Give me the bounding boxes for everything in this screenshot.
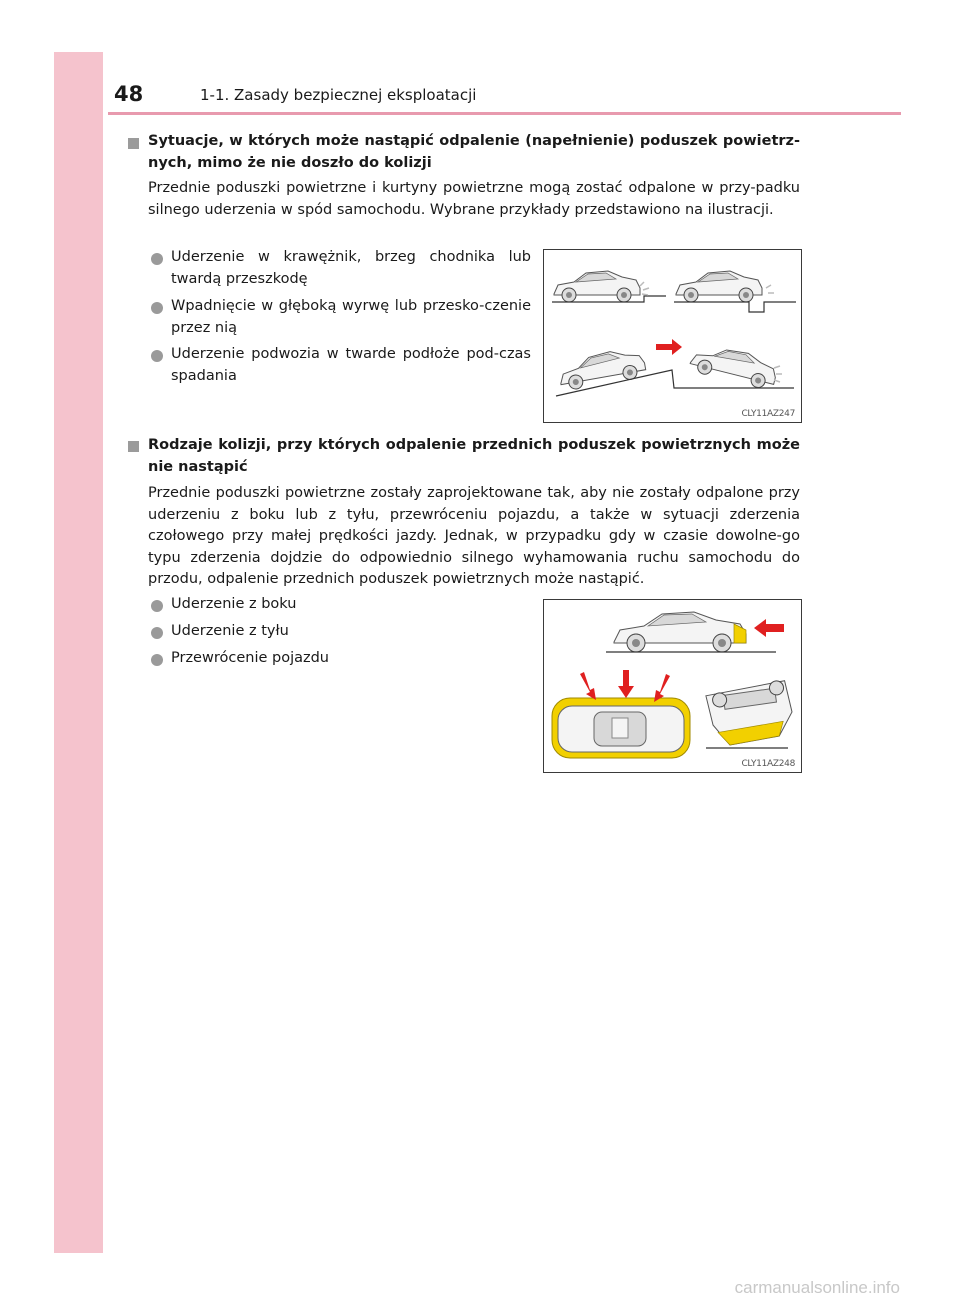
side-impact-car-icon xyxy=(552,698,690,758)
section-2-body: Przednie poduszki powietrzne zostały zaprojektowane tak, aby nie zostały odpalone przy uderzeniu z boku lub z tyłu, przewróceniu pojazdu, a także w sytuacji zderzenia czołowego przy małej prędkości jazdy. Jednak, w przypadku gdy w czasie dowolne-go typu zderzenia dojdzie do odpowiednio silnego wyhamowania ruchu samochodu do przodu, odpalenie przednich poduszek powietrznych może nastąpić. xyxy=(148,485,800,587)
section-1-body: Przednie poduszki powietrzne i kurtyny powietrzne mogą zostać odpalone w przy-padku silnego uderzenia w spód samochodu. Wybrane przykłady przedstawiono na ilustracji. xyxy=(148,180,800,218)
bullet-dot xyxy=(151,302,163,314)
red-arrow-icon xyxy=(580,672,596,700)
section-1-bullet-1: Uderzenie w krawężnik, brzeg chodnika lub twardą przeszkodę xyxy=(171,249,531,287)
section-1-bullet-2: Wpadnięcie w głęboką wyrwę lub przesko-czenie przez nią xyxy=(171,298,531,336)
section-marker-2 xyxy=(128,441,139,452)
car-in-pothole-icon xyxy=(674,271,796,312)
section-2-bullet-3: Przewrócenie pojazdu xyxy=(171,650,329,666)
section-2-title: Rodzaje kolizji, przy których odpalenie przednich poduszek powietrznych może nie nastąpić xyxy=(148,437,800,475)
collision-types-illustration xyxy=(544,600,801,772)
red-arrow-icon xyxy=(618,670,634,698)
figure-code: CLY11AZ247 xyxy=(741,409,795,419)
section-2-bullet-2: Uderzenie z tyłu xyxy=(171,623,289,639)
car-hitting-curb-icon xyxy=(552,271,666,302)
side-tab-bar xyxy=(54,52,103,1253)
bullet-dot xyxy=(151,253,163,265)
car-landing-icon xyxy=(688,340,779,391)
running-head: 1-1. Zasady bezpiecznej eksploatacji xyxy=(200,86,477,104)
rear-impact-car-icon xyxy=(606,612,776,652)
red-arrow-icon xyxy=(656,339,682,355)
section-2-bullet-1: Uderzenie z boku xyxy=(171,596,297,612)
bullet-dot xyxy=(151,600,163,612)
bullet-dot xyxy=(151,627,163,639)
rollover-car-icon xyxy=(705,679,795,747)
figure-non-deploy-collisions xyxy=(543,599,802,773)
section-1-bullet-3: Uderzenie podwozia w twarde podłoże pod-czas spadania xyxy=(171,346,531,384)
section-marker-1 xyxy=(128,138,139,149)
figure-code: CLY11AZ248 xyxy=(741,759,795,769)
header-rule xyxy=(108,112,901,115)
red-arrow-icon xyxy=(754,619,784,637)
figure-undercarriage-impacts xyxy=(543,249,802,423)
bullet-dot xyxy=(151,350,163,362)
footer-watermark[interactable]: carmanualsonline.info xyxy=(734,1278,900,1297)
page-number: 48 xyxy=(114,82,144,106)
undercarriage-illustration xyxy=(544,250,801,422)
bullet-dot xyxy=(151,654,163,666)
section-1-title: Sytuacje, w których może nastąpić odpalenie (napełnienie) poduszek powietrz-nych, mimo że nie doszło do kolizji xyxy=(148,133,800,171)
car-on-ramp-icon xyxy=(557,346,647,391)
